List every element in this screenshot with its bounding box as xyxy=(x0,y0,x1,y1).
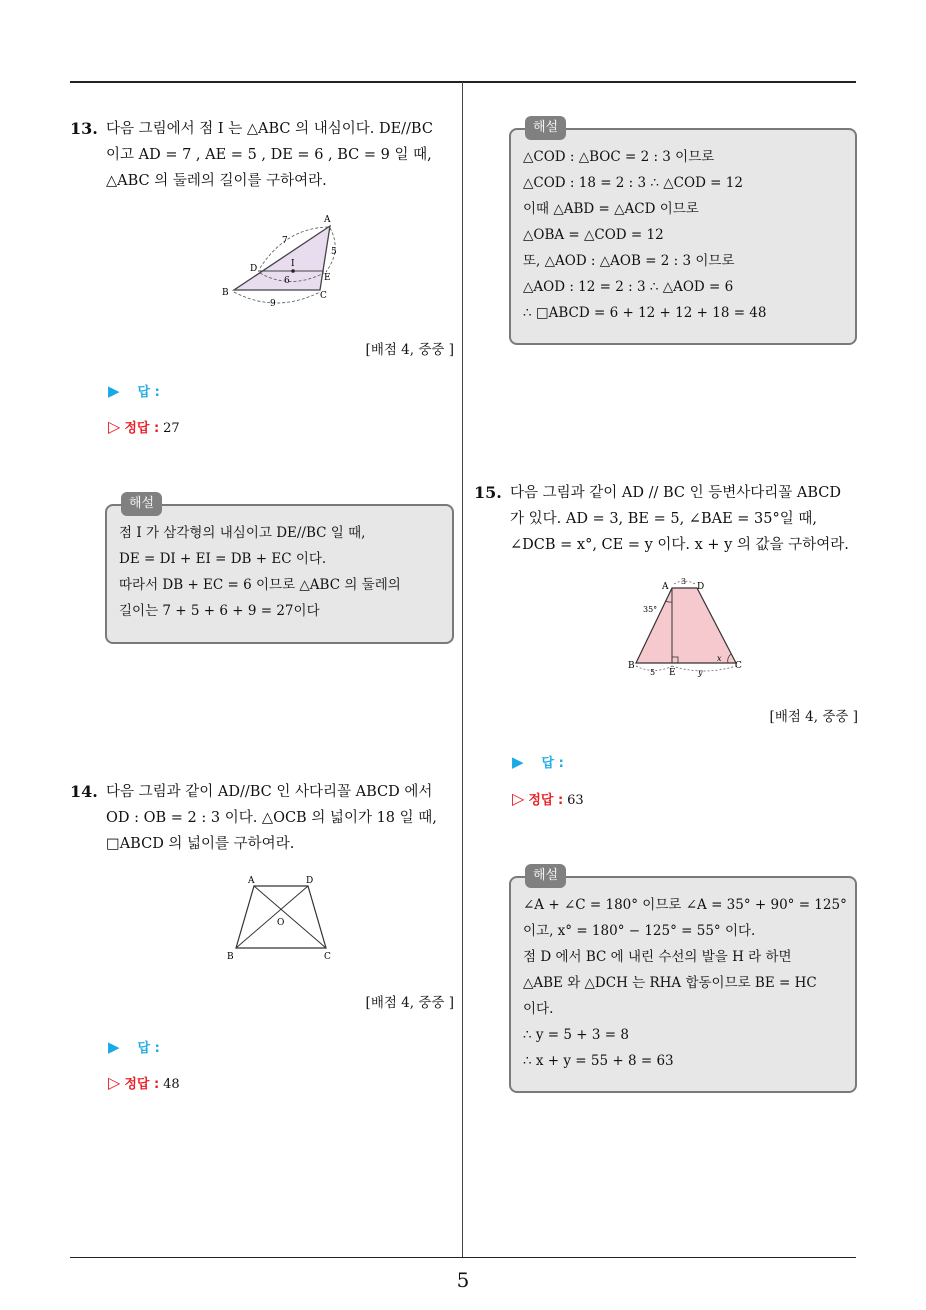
explanation-line: 길이는 7 + 5 + 6 + 9 = 27이다 xyxy=(119,603,320,619)
explanation-line: ∴ x + y = 55 + 8 = 63 xyxy=(523,1053,674,1069)
figure-14-trapezoid xyxy=(222,872,338,964)
explanation-line: 또, △AOD : △AOB = 2 : 3 이므로 xyxy=(523,253,735,269)
outline-play-icon: ▷ xyxy=(512,789,525,808)
vertex-D: D xyxy=(250,264,258,274)
explanation-line: 점 D 에서 BC 에 내린 수선의 발을 H 라 하면 xyxy=(523,949,792,965)
problem-number: 13. xyxy=(70,119,98,138)
explanation-tag: 해설 xyxy=(525,864,566,888)
explanation-line: △AOD : 12 = 2 : 3 ∴ △AOD = 6 xyxy=(523,279,734,295)
figure-15-isosceles-trapezoid xyxy=(628,574,752,684)
correct-answer-value: 63 xyxy=(567,793,584,808)
answer-row xyxy=(108,1037,160,1056)
explanation-line: △OBA = △COD = 12 xyxy=(523,227,664,243)
incenter-I: I xyxy=(291,259,295,269)
explanation-tag: 해설 xyxy=(121,492,162,516)
length-BE: 5 xyxy=(650,668,656,677)
length-AD: 3 xyxy=(681,577,687,586)
intersection-O: O xyxy=(277,918,285,928)
vertex-B: B xyxy=(628,661,635,671)
explanation-line: DE = DI + EI = DB + EC 이다. xyxy=(119,551,327,567)
length-EC: y xyxy=(698,668,703,677)
column-divider xyxy=(462,82,463,1257)
correct-label: 정답 : xyxy=(528,793,564,808)
problem-text-line: ∠DCB = x°, CE = y 이다. x + y 의 값을 구하여라. xyxy=(510,537,849,553)
problem-text-line: 다음 그림과 같이 AD // BC 인 등변사다리꼴 ABCD xyxy=(510,485,841,501)
foot-E: E xyxy=(669,668,676,678)
problem-text-line: 이고 AD = 7 , AE = 5 , DE = 6 , BC = 9 일 때, xyxy=(106,147,432,163)
vertex-D: D xyxy=(306,876,314,886)
explanation-line: 점 I 가 삼각형의 내심이고 DE//BC 일 때, xyxy=(119,525,366,541)
vertex-E: E xyxy=(324,273,331,283)
top-rule xyxy=(70,81,856,83)
vertex-C: C xyxy=(324,952,331,962)
correct-label: 정답 : xyxy=(124,421,160,436)
explanation-line: ∴ y = 5 + 3 = 8 xyxy=(523,1027,629,1043)
outline-play-icon: ▷ xyxy=(108,417,121,436)
answer-row xyxy=(512,752,564,771)
explanation-line: 따라서 DB + EC = 6 이므로 △ABC 의 둘레의 xyxy=(119,577,401,593)
problem-text-line: △ABC 의 둘레의 길이를 구하여라. xyxy=(106,173,327,189)
problem-15 xyxy=(474,480,849,558)
problem-number: 15. xyxy=(474,483,502,502)
length-BC: 9 xyxy=(270,299,276,309)
problem-14 xyxy=(70,779,437,857)
problem-text-line: □ABCD 의 넓이를 구하여라. xyxy=(106,836,295,852)
correct-answer-row xyxy=(512,789,584,808)
explanation-line: △ABE 와 △DCH 는 RHA 합동이므로 BE = HC xyxy=(523,975,817,991)
explanation-line: ∠A + ∠C = 180° 이므로 ∠A = 35° + 90° = 125° xyxy=(523,897,847,913)
correct-answer-row xyxy=(108,417,180,436)
vertex-A: A xyxy=(248,876,255,886)
outline-play-icon: ▷ xyxy=(108,1073,121,1092)
correct-answer-row xyxy=(108,1073,180,1092)
problem-text-line: 다음 그림과 같이 AD//BC 인 사다리꼴 ABCD 에서 xyxy=(106,784,433,800)
explanation-line: △COD : △BOC = 2 : 3 이므로 xyxy=(523,149,715,165)
explanation-box-14 xyxy=(509,120,857,345)
length-AE: 5 xyxy=(331,247,337,257)
problem-meta: [배점 4, 중중 ] xyxy=(769,709,858,725)
explanation-line: 이고, x° = 180° − 125° = 55° 이다. xyxy=(523,923,756,939)
figure-13-triangle xyxy=(220,210,340,310)
problem-number: 14. xyxy=(70,782,98,801)
play-icon: ▶ xyxy=(108,1038,120,1056)
answer-row xyxy=(108,381,160,400)
correct-answer-value: 27 xyxy=(163,421,180,436)
answer-label: 답 : xyxy=(137,1041,160,1056)
explanation-line: ∴ □ABCD = 6 + 12 + 12 + 18 = 48 xyxy=(523,305,767,321)
answer-label: 답 : xyxy=(137,385,160,400)
vertex-D: D xyxy=(697,582,705,592)
vertex-A: A xyxy=(662,582,669,592)
play-icon: ▶ xyxy=(108,382,120,400)
angle-BAE: 35° xyxy=(643,605,658,614)
explanation-tag: 해설 xyxy=(525,116,566,140)
problem-text-line: 다음 그림에서 점 I 는 △ABC 의 내심이다. DE//BC xyxy=(106,121,433,137)
vertex-C: C xyxy=(320,291,327,301)
vertex-B: B xyxy=(222,288,229,298)
problem-13 xyxy=(70,116,433,194)
answer-label: 답 : xyxy=(541,756,564,771)
problem-text-line: 가 있다. AD = 3, BE = 5, ∠BAE = 35°일 때, xyxy=(510,511,817,527)
vertex-A: A xyxy=(324,215,331,225)
correct-answer-value: 48 xyxy=(163,1077,180,1092)
play-icon: ▶ xyxy=(512,753,524,771)
angle-x: x xyxy=(717,654,722,663)
explanation-box-13 xyxy=(105,496,454,644)
vertex-C: C xyxy=(735,661,742,671)
vertex-B: B xyxy=(227,952,234,962)
length-AD: 7 xyxy=(282,236,288,246)
explanation-line: 이다. xyxy=(523,1001,554,1017)
problem-meta: [배점 4, 중중 ] xyxy=(365,342,454,358)
explanation-box-15 xyxy=(509,868,857,1093)
length-DE: 6 xyxy=(284,276,290,286)
explanation-line: 이때 △ABD = △ACD 이므로 xyxy=(523,201,699,217)
correct-label: 정답 : xyxy=(124,1077,160,1092)
explanation-line: △COD : 18 = 2 : 3 ∴ △COD = 12 xyxy=(523,175,743,191)
problem-text-line: OD : OB = 2 : 3 이다. △OCB 의 넓이가 18 일 때, xyxy=(106,810,437,826)
bottom-rule xyxy=(70,1257,856,1258)
page-number: 5 xyxy=(456,1268,470,1292)
problem-meta: [배점 4, 중중 ] xyxy=(365,995,454,1011)
